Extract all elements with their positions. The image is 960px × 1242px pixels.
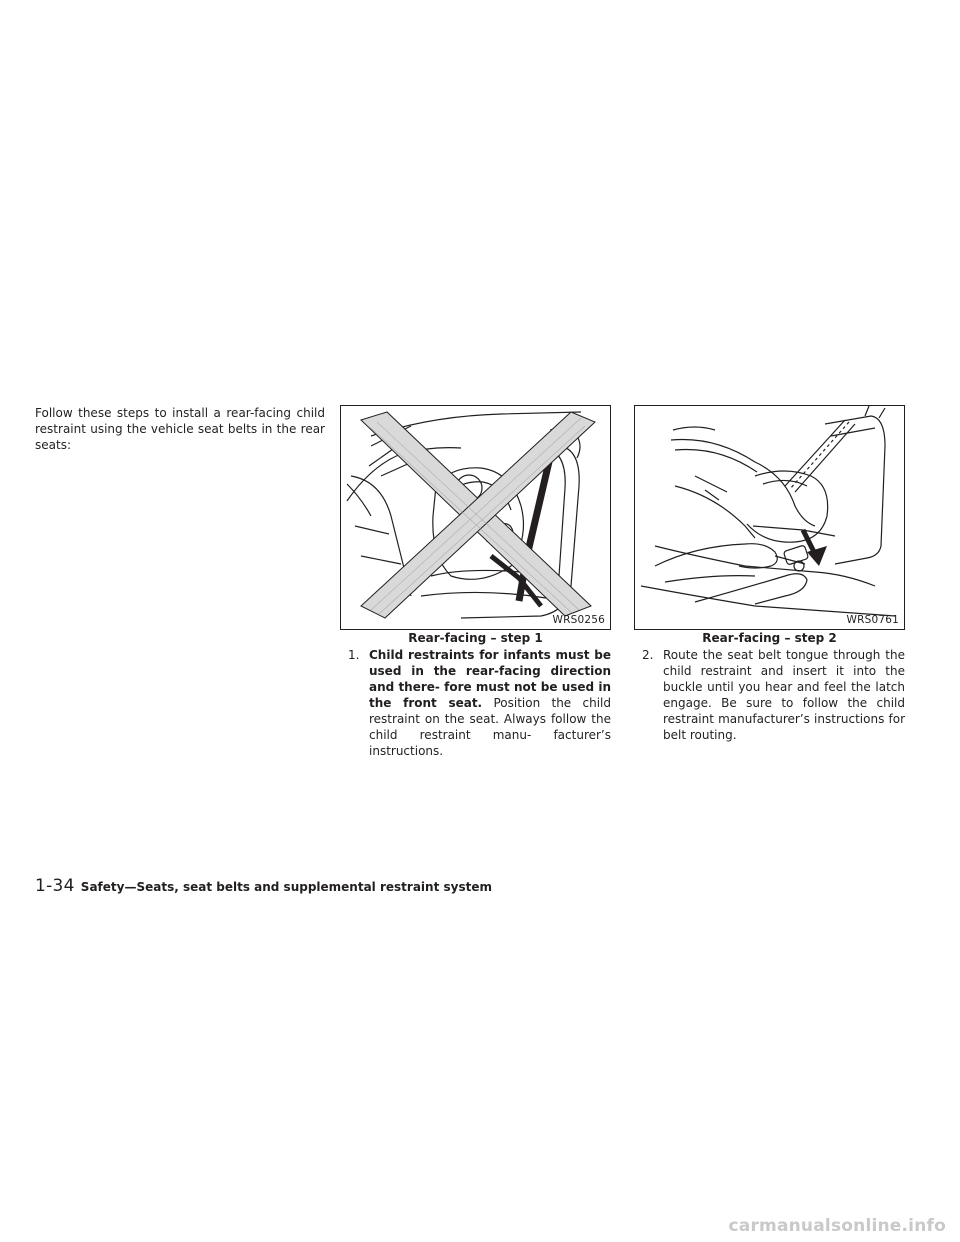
figure-code: WRS0256 <box>552 614 605 626</box>
seat-belt-tongue-insert-buckle-icon <box>635 406 904 629</box>
step-1 <box>340 647 611 759</box>
intro-paragraph: Follow these steps to install a rear-facing child restraint using the vehicle seat belts in the rear seats: <box>35 406 325 452</box>
figure-code: WRS0761 <box>846 614 899 626</box>
figure-step-2 <box>634 405 905 630</box>
page-footer <box>35 876 492 896</box>
figure-step-1 <box>340 405 611 630</box>
figure-caption: Rear-facing – step 2 <box>702 631 837 645</box>
step-number: 2. <box>642 648 654 662</box>
page-number: 1-34 <box>35 876 75 896</box>
step-text: Route the seat belt tongue through the child restraint and insert it into the buckle until you hear and feel the latch engage. Be sure to follow the child restraint manufacturer’s instructions for belt routing. <box>663 648 905 742</box>
step-number: 1. <box>348 648 360 662</box>
step-warning-text: Child restraints for infants must be used in the rear-facing direction and there- fore must not be used in the front seat. <box>369 648 611 710</box>
figure-caption: Rear-facing – step 1 <box>408 631 543 645</box>
step-2 <box>634 647 905 743</box>
step-text: Position the child restraint on the seat. Always follow the child restraint manu- facturer’s instructions. <box>369 696 611 758</box>
watermark: carmanualsonline.info <box>728 1216 946 1236</box>
crossed-out-front-seat-rear-facing-infant-seat-icon <box>341 406 610 629</box>
chapter-title: Safety—Seats, seat belts and supplemental restraint system <box>80 880 492 894</box>
